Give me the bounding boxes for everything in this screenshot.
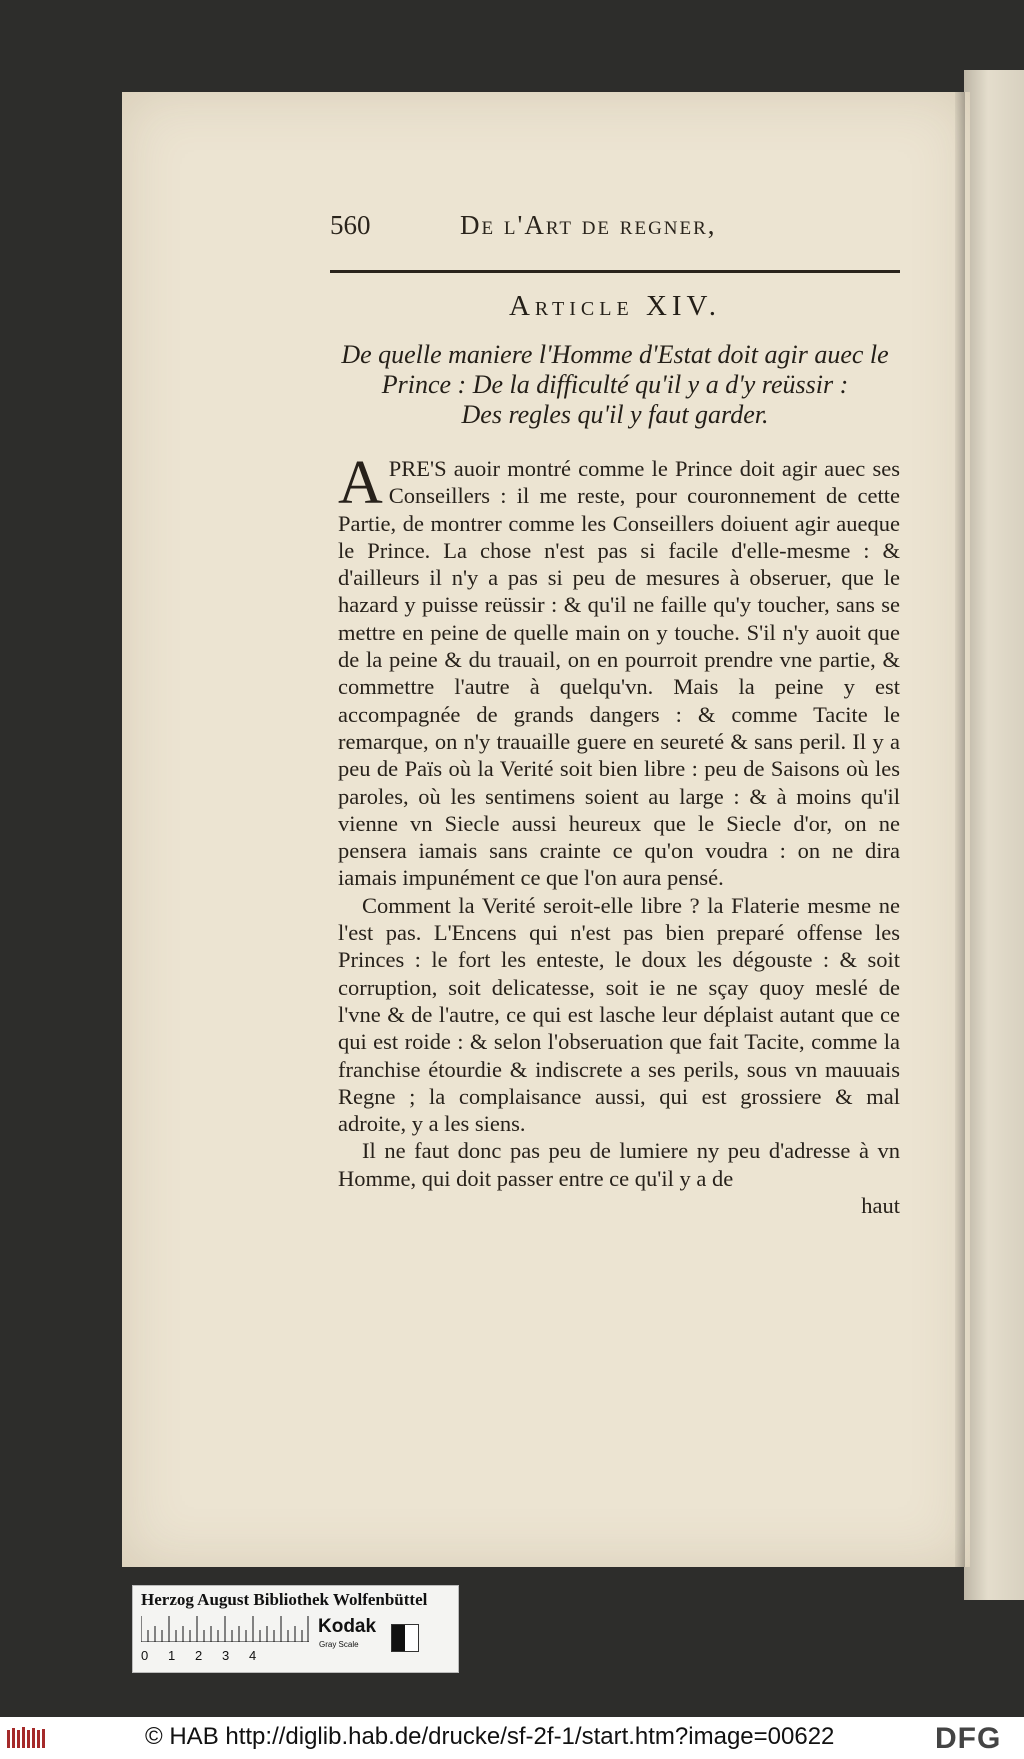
paragraph-text: Il ne faut donc pas peu de lumiere ny peu d'adresse à vn Homme, qui doit passer entre ce qu'il y a de: [338, 1138, 900, 1191]
paragraph-text: PRE'S auoir montré comme le Prince doit agir auec ses Conseillers : il me reste, pour couronnement de cette Partie, de montrer comme les Conseillers doiuent agir aueque le Prince. La chose n'est pas si facile d'elle-mesme : & d'ailleurs il n'y a pas si peu de mesures à obseruer, que le hazard y puisse reüssir : & qu'il ne faille qu'y toucher, sans se mettre en peine de quelle main on y touche. S'il n'y auoit que de la peine & du trauail, on en pourroit prendre vne partie, & commettre l'autre à quelqu'vn. Mais la peine y est accompagnée de grands dangers : & comme Tacite le remarque, on n'y trauaille guere en seureté & sans peril. Il y a peu de Païs où la Verité soit bien libre : peu de Saisons où les paroles, où les sentimens soient au large : & à moins qu'il vienne vn Siecle aussi heureux que le Siecle d'or, on ne pensera iamais sans crainte ce qu'on voudra : on ne dira iamais impunément ce que l'on aura pensé.: [338, 456, 900, 891]
drop-cap: A: [338, 449, 383, 517]
header-rule: [330, 270, 900, 273]
ruler-number: 4: [249, 1648, 257, 1663]
subtitle-line: De quelle maniere l'Homme d'Estat doit agir auec le: [341, 340, 889, 369]
subtitle-line: Prince : De la difficulté qu'il y a d'y reüssir :: [381, 370, 849, 399]
running-head: [330, 210, 780, 250]
color-bar: [132, 1585, 459, 1673]
dfg-logo: DFG: [935, 1722, 1002, 1755]
article-title: Article XIV.: [508, 290, 722, 322]
article-subtitle: [330, 340, 900, 430]
ruler-number: 3: [222, 1648, 230, 1663]
catchword: haut: [861, 1193, 900, 1219]
ruler-number: 2: [195, 1648, 203, 1663]
gutter-shadow: [955, 92, 965, 1567]
paragraph: [338, 892, 900, 1138]
ruler-icon: [141, 1616, 309, 1642]
paragraph: [338, 449, 900, 892]
gray-scale-patch-icon: [391, 1624, 419, 1652]
ruler-numbers: [141, 1648, 311, 1663]
gray-scale-label: Gray Scale: [319, 1640, 359, 1649]
ruler-number: 1: [168, 1648, 176, 1663]
kodak-label: Kodak: [318, 1616, 377, 1637]
body-text: [338, 449, 900, 1219]
ruler-number: 0: [141, 1648, 149, 1663]
footer-bar: [0, 1717, 1024, 1759]
paragraph: [338, 1137, 900, 1192]
page-number: 560: [330, 210, 371, 240]
paragraph-text: Comment la Verité seroit-elle libre ? la Flaterie mesme ne l'est pas. L'Encens qui n'est pas bien preparé offense les Princes : le fort les enteste, le doux les dégouste : & soit corruption, soit delicatesse, soit ie ne sçay quoy meslé de l'vne & de l'autre, ce qui est lasche leur déplaist autant que ce qui est roide : & selon l'obseruation que fait Tacite, comme la franchise étourdie & indiscrete a ses perils, sous vn mauuais Regne ; la complaisance aussi, qui est grossiere & mal adroite, y a les siens.: [338, 892, 900, 1137]
library-logo-icon: [6, 1726, 46, 1750]
running-head-title: De l'Art de regner,: [460, 210, 717, 240]
copyright-link[interactable]: © HAB http://diglib.hab.de/drucke/sf-2f-1/start.htm?image=00622: [145, 1723, 835, 1750]
book-page-edge: [964, 70, 1024, 1600]
colorbar-title: Herzog August Bibliothek Wolfenbüttel: [141, 1590, 428, 1609]
subtitle-line: Des regles qu'il y faut garder.: [461, 400, 769, 429]
